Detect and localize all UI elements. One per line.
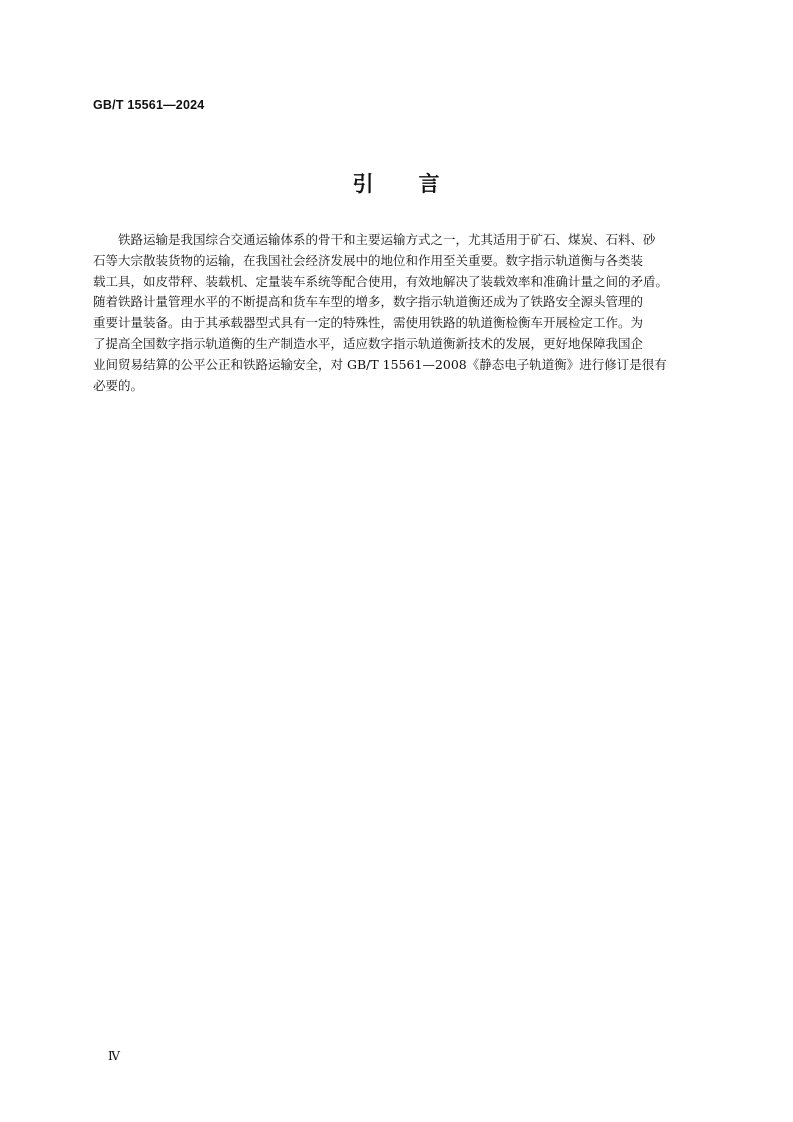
page-number: Ⅳ bbox=[108, 1049, 120, 1063]
standard-code: GB/T 15561—2024 bbox=[93, 98, 205, 112]
paragraph-line: 了提高全国数字指示轨道衡的生产制造水平，适应数字指示轨道衡新技术的发展，更好地保障我国企 bbox=[93, 335, 644, 351]
paragraph-line: 铁路运输是我国综合交通运输体系的骨干和主要运输方式之一，尤其适用于矿石、煤炭、石料、砂 bbox=[93, 232, 656, 247]
section-title: 引 言 bbox=[352, 172, 441, 196]
paragraph-line: 石等大宗散装货物的运输，在我国社会经济发展中的地位和作用至关重要。数字指示轨道衡与各类装 bbox=[93, 252, 644, 268]
paragraph-line: 必要的。 bbox=[93, 377, 144, 393]
paragraph-line: 重要计量装备。由于其承载器型式具有一定的特殊性，需使用铁路的轨道衡检衡车开展检定工作。为 bbox=[93, 315, 644, 331]
paragraph-line: 业间贸易结算的公平公正和铁路运输安全，对 GB/T 15561—2008《静态电子轨道衡》进行修订是很有 bbox=[93, 356, 667, 372]
introduction-paragraph bbox=[93, 230, 700, 396]
paragraph-line: 随着铁路计量管理水平的不断提高和货车车型的增多，数字指示轨道衡还成为了铁路安全源头管理的 bbox=[93, 294, 644, 310]
paragraph-line: 载工具，如皮带秤、装载机、定量装车系统等配合使用，有效地解决了装载效率和准确计量之间的矛盾。 bbox=[93, 273, 669, 289]
